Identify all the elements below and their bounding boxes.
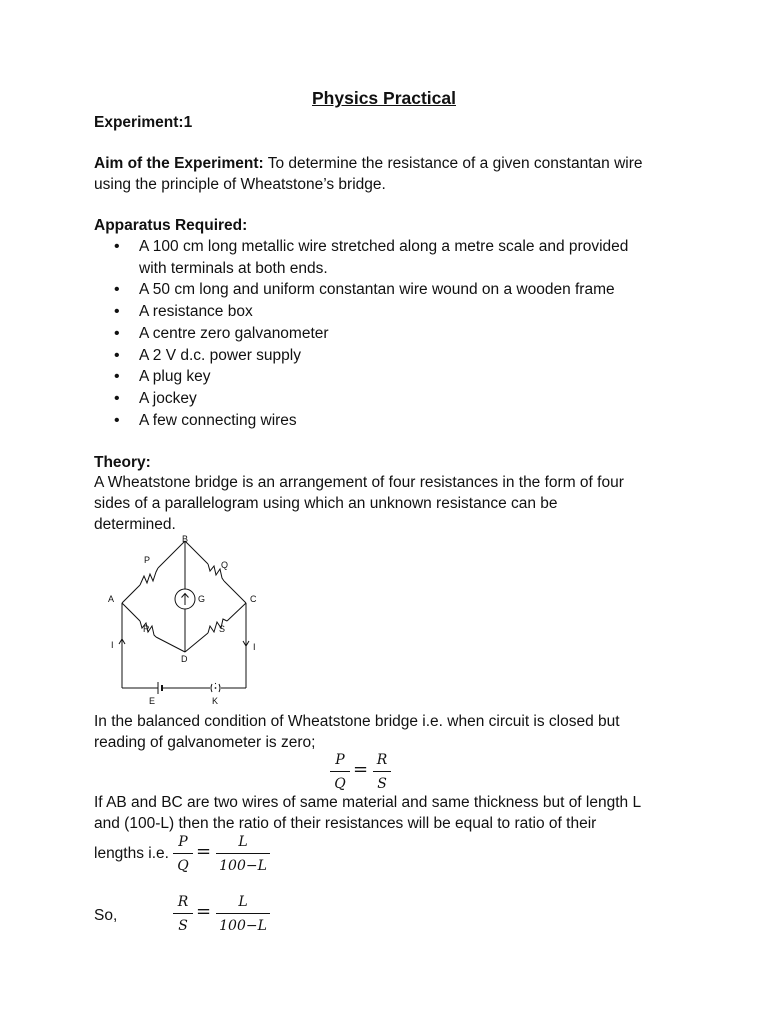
node-b-label: B bbox=[182, 534, 189, 544]
resistor-r-label: R bbox=[143, 624, 150, 634]
resistor-p-label: P bbox=[144, 555, 151, 565]
so-label: So, bbox=[94, 907, 118, 924]
apparatus-item: • A few connecting wires bbox=[112, 410, 628, 432]
apparatus-heading: Apparatus Required: bbox=[94, 217, 248, 234]
apparatus-item: • A plug key bbox=[112, 366, 628, 388]
apparatus-item: • A centre zero galvanometer bbox=[112, 323, 628, 345]
theory-heading: Theory: bbox=[94, 454, 151, 471]
ratio-line-1: If AB and BC are two wires of same material and same thickness but of length L bbox=[94, 794, 642, 811]
theory-line-2: sides of a parallelogram using which an unknown resistance can be bbox=[94, 495, 558, 512]
apparatus-list bbox=[112, 236, 628, 431]
node-d-label: D bbox=[181, 654, 188, 664]
eq2-lhs-fraction: P Q bbox=[173, 833, 193, 875]
galvanometer-g-label: G bbox=[198, 594, 206, 604]
aim-text-2: using the principle of Wheatstone’s bridge. bbox=[94, 176, 386, 193]
resistor-s-label: S bbox=[219, 624, 226, 634]
ratio-line-3: lengths i.e. bbox=[94, 845, 169, 862]
eq1-equals-sign: = bbox=[353, 759, 369, 780]
apparatus-item: • A resistance box bbox=[112, 301, 628, 323]
balanced-line-2: reading of galvanometer is zero; bbox=[94, 734, 316, 751]
current-left-label: I bbox=[111, 640, 114, 650]
aim-label: Aim of the Experiment: bbox=[94, 155, 264, 172]
theory-line-1: A Wheatstone bridge is an arrangement of four resistances in the form of four bbox=[94, 474, 624, 491]
ratio-line-2: and (100-L) then the ratio of their resistances will be equal to ratio of their bbox=[94, 815, 597, 832]
balanced-line-1: In the balanced condition of Wheatstone bridge i.e. when circuit is closed but bbox=[94, 713, 620, 730]
aim-line-1 bbox=[94, 153, 643, 174]
eq2-rhs-fraction: L 100−L bbox=[216, 833, 270, 875]
theory-line-3: determined. bbox=[94, 516, 176, 533]
current-right-label: I bbox=[253, 642, 256, 652]
node-a-label: A bbox=[108, 594, 115, 604]
apparatus-item: • A jockey bbox=[112, 388, 628, 410]
apparatus-item: • A 100 cm long metallic wire stretched along a metre scale and provided with terminals at both ends. bbox=[112, 236, 628, 279]
resistor-q-label: Q bbox=[221, 560, 229, 570]
wheatstone-bridge-diagram bbox=[100, 532, 265, 708]
aim-text-1: To determine the resistance of a given constantan wire bbox=[267, 155, 643, 172]
key-k-label: K bbox=[212, 696, 219, 706]
eq3-lhs-fraction: R S bbox=[173, 893, 193, 935]
eq3-equals-sign: = bbox=[196, 901, 212, 922]
apparatus-item: • A 50 cm long and uniform constantan wire wound on a wooden frame bbox=[112, 279, 628, 301]
experiment-label: Experiment:1 bbox=[94, 114, 193, 131]
page-title: Physics Practical bbox=[312, 88, 456, 108]
eq2-equals-sign: = bbox=[196, 841, 212, 862]
node-c-label: C bbox=[250, 594, 257, 604]
eq1-rhs-fraction: R S bbox=[373, 751, 391, 793]
eq1-lhs-fraction: P Q bbox=[330, 751, 350, 793]
apparatus-item: • A 2 V d.c. power supply bbox=[112, 345, 628, 367]
eq3-rhs-fraction: L 100−L bbox=[216, 893, 270, 935]
cell-e-label: E bbox=[149, 696, 156, 706]
